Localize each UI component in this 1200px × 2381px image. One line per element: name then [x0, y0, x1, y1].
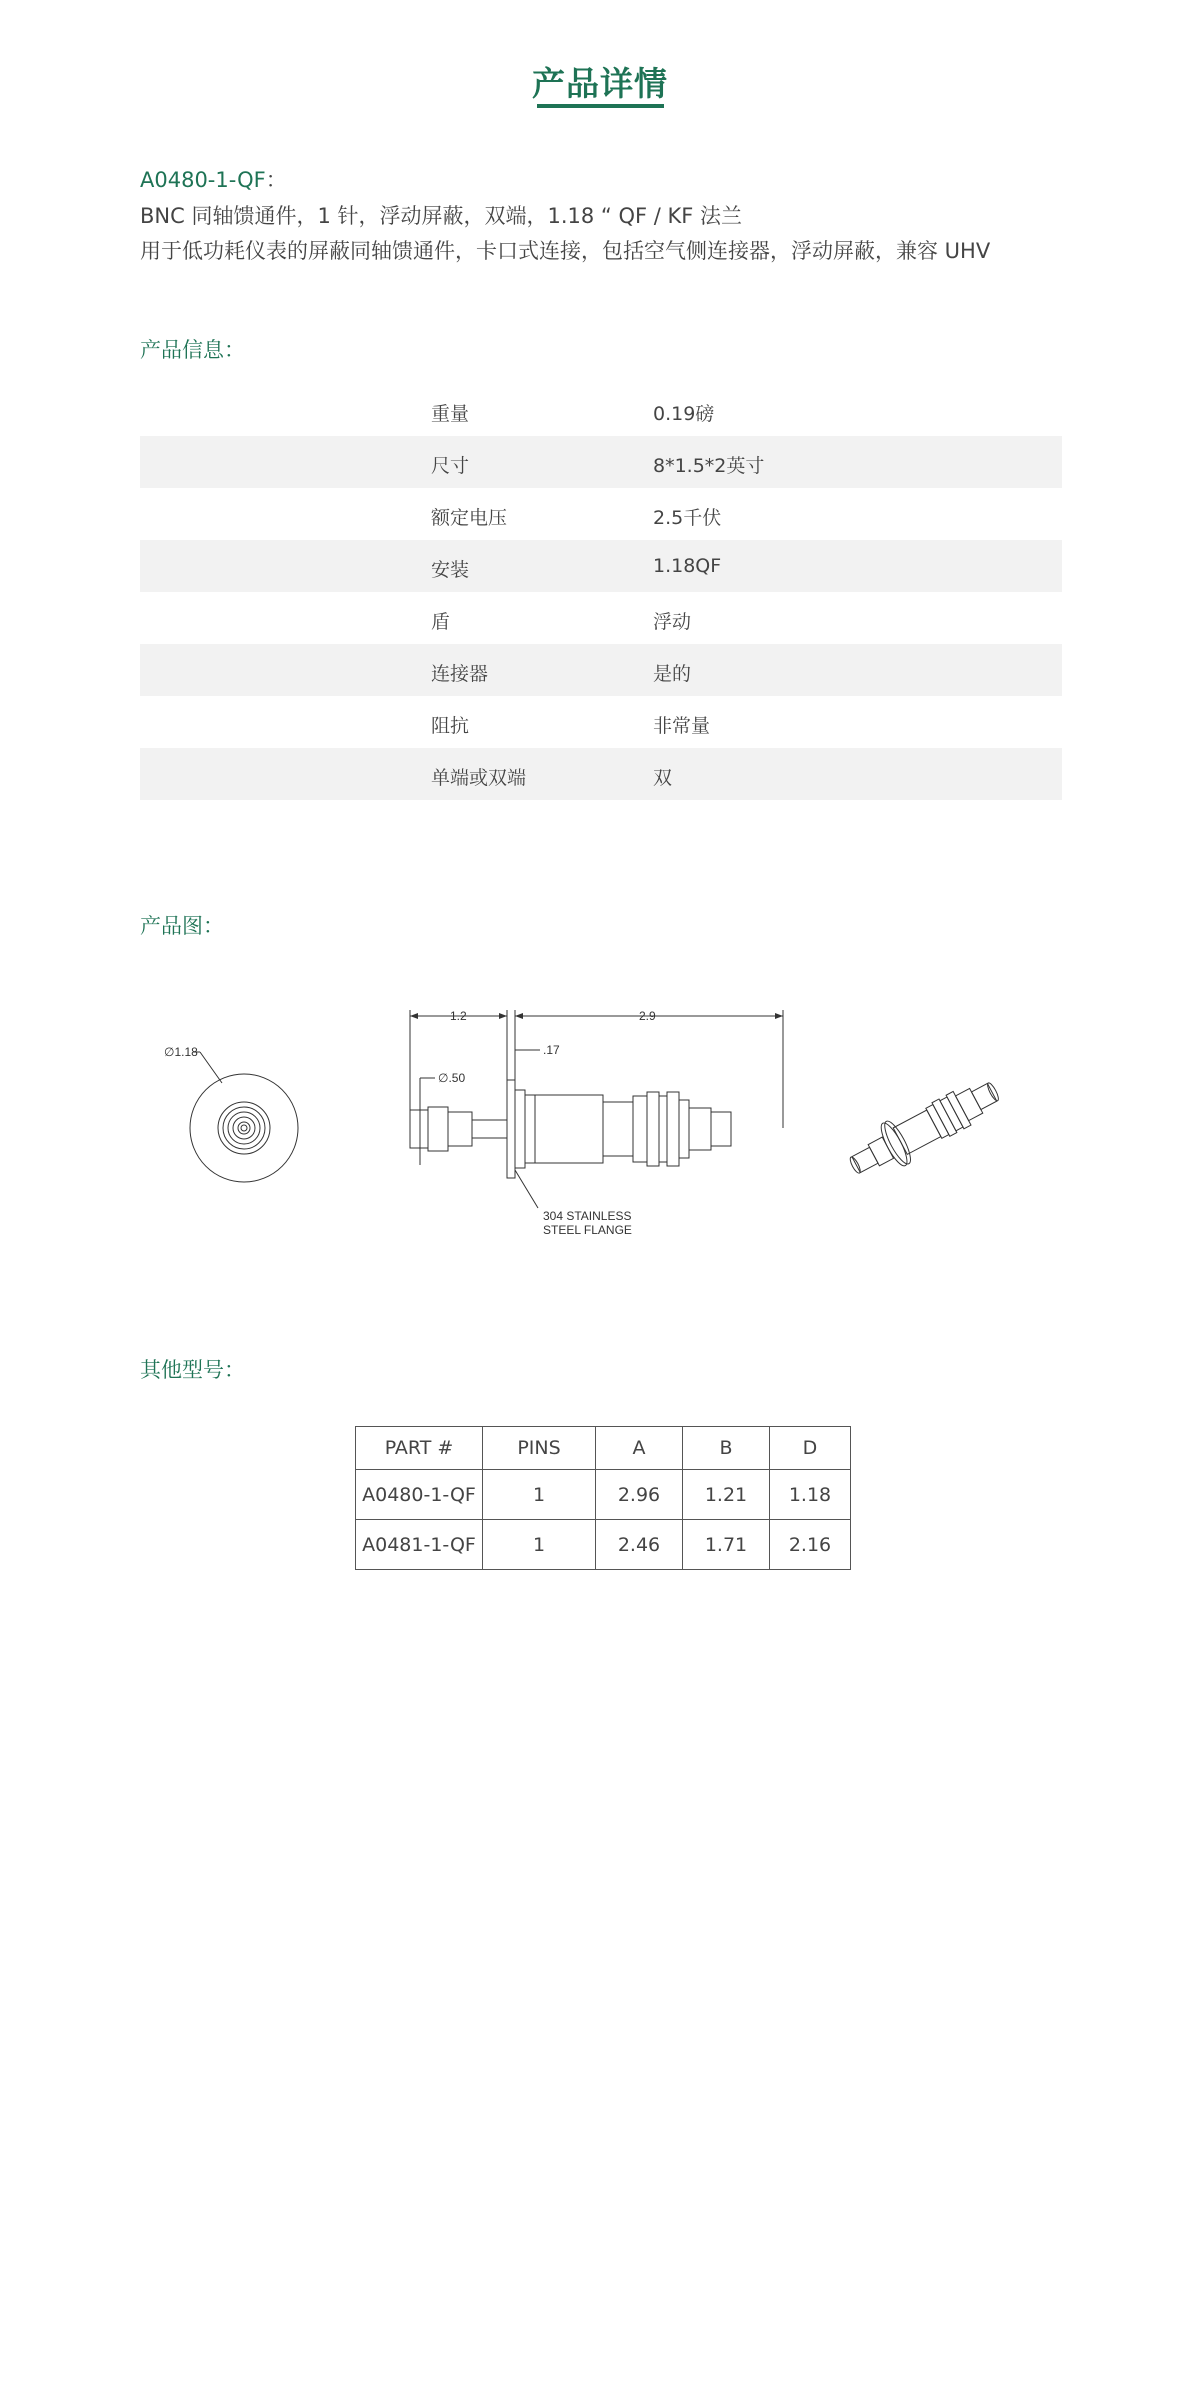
- spec-row: [140, 488, 1062, 540]
- spec-table: [140, 384, 1062, 800]
- title-underline: [537, 104, 664, 108]
- other-models-label: 其他型号：: [140, 1358, 245, 1382]
- flange-note-2: STEEL FLANGE: [543, 1223, 632, 1237]
- dim-flange-thickness: .17: [543, 1043, 560, 1057]
- table-header: B: [683, 1427, 770, 1470]
- table-cell: 1.21: [683, 1470, 770, 1520]
- spec-row: [140, 540, 1062, 592]
- spec-value: 非常量: [653, 715, 711, 737]
- front-view: [190, 1052, 298, 1182]
- product-info-label: 产品信息：: [140, 338, 245, 362]
- models-table: [355, 1426, 851, 1570]
- table-cell: 1.71: [683, 1520, 770, 1570]
- spec-row: [140, 644, 1062, 696]
- page-title: 产品详情: [532, 64, 668, 103]
- table-row: [356, 1470, 851, 1520]
- spec-key: 尺寸: [431, 455, 470, 477]
- table-header: A: [596, 1427, 683, 1470]
- dim-pin-diameter: ∅.50: [438, 1071, 466, 1085]
- spec-value: 浮动: [653, 611, 692, 633]
- spec-row: [140, 696, 1062, 748]
- spec-key: 连接器: [431, 663, 489, 685]
- table-row: [356, 1520, 851, 1570]
- description-line-2: 用于低功耗仪表的屏蔽同轴馈通件，卡口式连接，包括空气侧连接器，浮动屏蔽，兼容 UHV: [140, 239, 991, 263]
- model-heading: [140, 164, 287, 194]
- table-cell: 2.16: [770, 1520, 851, 1570]
- table-cell: 1: [483, 1470, 596, 1520]
- flange-note-1: 304 STAINLESS: [543, 1209, 632, 1223]
- spec-key: 单端或双端: [431, 767, 527, 789]
- spec-value: 2.5千伏: [653, 507, 722, 529]
- table-cell: 1.18: [770, 1470, 851, 1520]
- table-header: PINS: [483, 1427, 596, 1470]
- model-label: A0480-1-QF: [140, 168, 266, 192]
- spec-key: 重量: [431, 403, 470, 425]
- table-header-row: [356, 1427, 851, 1470]
- dim-length-a: 1.2: [450, 1009, 467, 1023]
- technical-drawing: [140, 980, 1060, 1260]
- spec-value: 双: [653, 767, 673, 789]
- spec-value: 是的: [653, 663, 692, 685]
- spec-key: 盾: [431, 611, 451, 633]
- table-cell: 2.46: [596, 1520, 683, 1570]
- dim-length-b: 2.9: [639, 1009, 656, 1023]
- spec-row: [140, 748, 1062, 800]
- spec-row: [140, 384, 1062, 436]
- spec-value: 1.18QF: [653, 555, 722, 577]
- spec-value: 0.19磅: [653, 403, 715, 425]
- spec-value: 8*1.5*2英寸: [653, 455, 765, 477]
- product-drawing-label: 产品图：: [140, 914, 224, 938]
- spec-key: 安装: [431, 559, 470, 581]
- spec-key: 额定电压: [431, 507, 508, 529]
- table-cell: 2.96: [596, 1470, 683, 1520]
- dim-diameter: ∅1.18: [164, 1045, 198, 1059]
- table-header: D: [770, 1427, 851, 1470]
- table-header: PART #: [356, 1427, 483, 1470]
- spec-row: [140, 592, 1062, 644]
- isometric-view: [841, 1069, 1007, 1187]
- spec-row: [140, 436, 1062, 488]
- side-view: [410, 1010, 783, 1208]
- table-cell: A0481-1-QF: [356, 1520, 483, 1570]
- table-cell: 1: [483, 1520, 596, 1570]
- model-colon: ：: [265, 168, 287, 192]
- spec-key: 阻抗: [431, 715, 470, 737]
- table-cell: A0480-1-QF: [356, 1470, 483, 1520]
- description-line-1: BNC 同轴馈通件，1 针，浮动屏蔽，双端，1.18 “ QF / KF 法兰: [140, 204, 743, 228]
